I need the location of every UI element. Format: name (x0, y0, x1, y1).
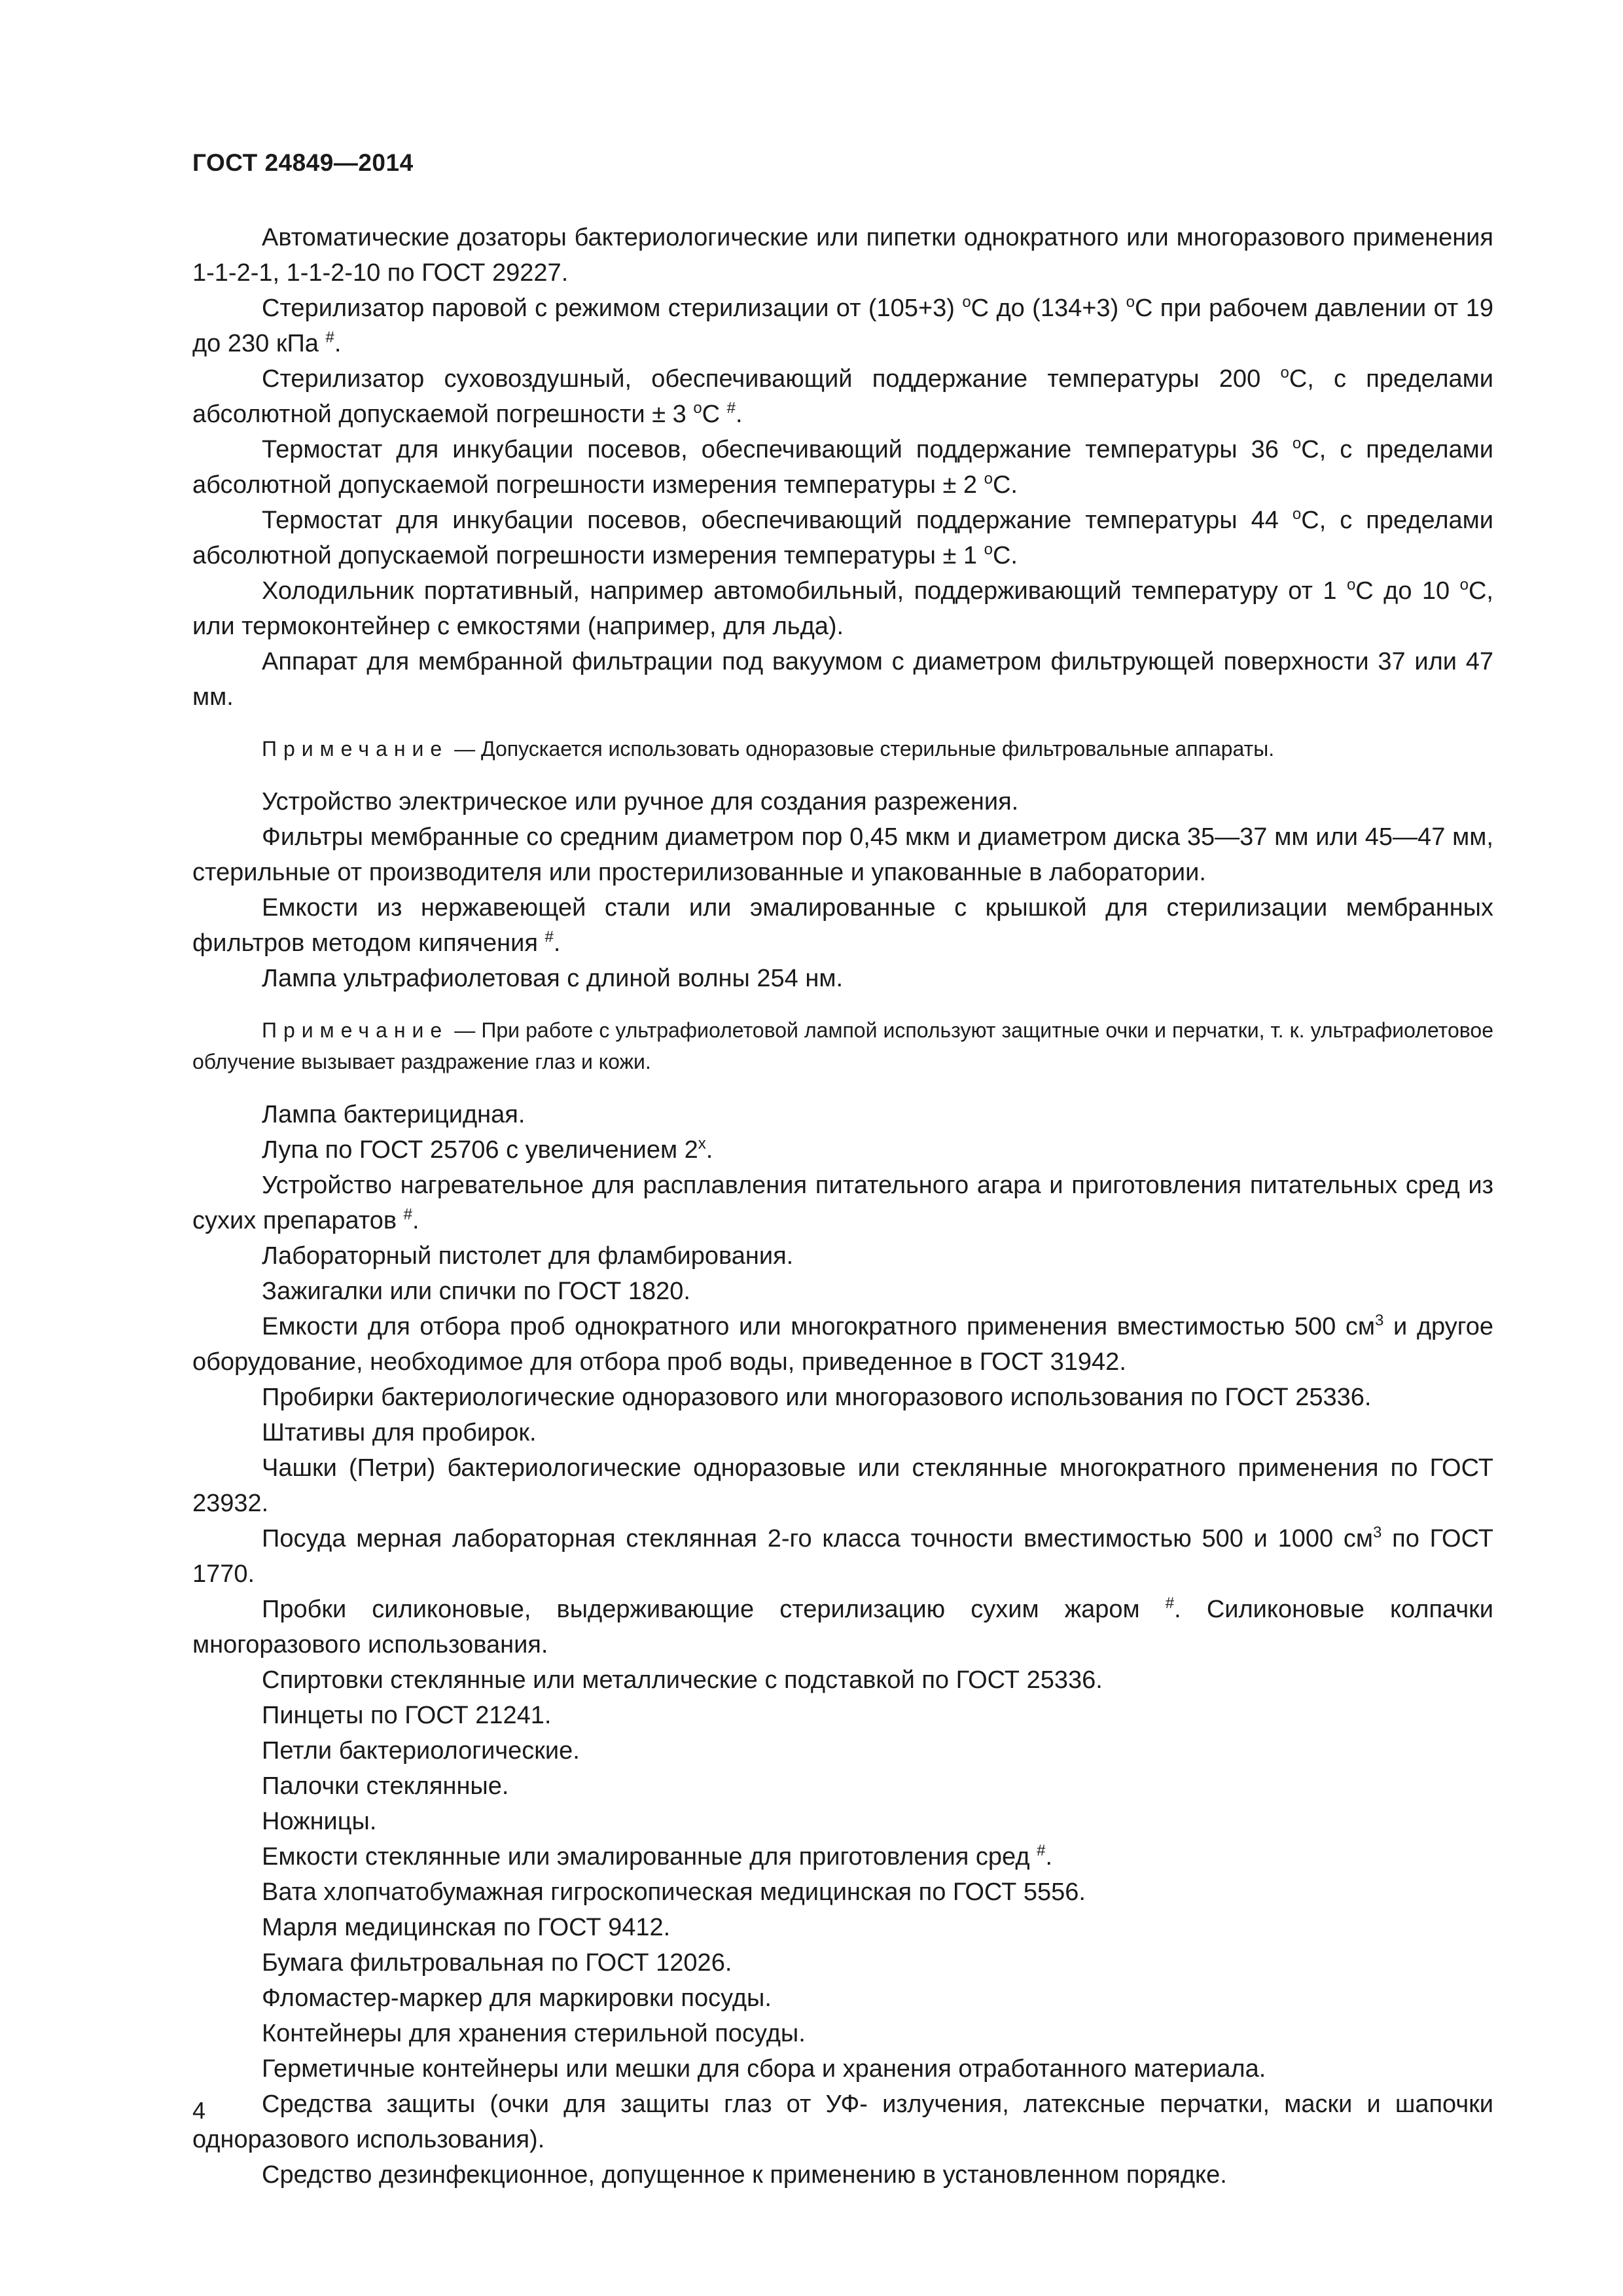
note-label: Примечание (262, 1018, 449, 1042)
text-span: Термостат для инкубации посевов, обеспечивающий поддержание температуры 36 (262, 436, 1293, 463)
text-span: Емкости из нержавеющей стали или эмалированные с крышкой для стерилизации мембранных фильтров методом кипячения (192, 894, 1493, 957)
paragraph (192, 2016, 1493, 2051)
paragraph (192, 1274, 1493, 1309)
paragraph-text: Бумага фильтровальная по ГОСТ 12026. (262, 1949, 732, 1977)
text-span: . (412, 1207, 419, 1234)
note-text: — При работе с ультрафиолетовой лампой используют защитные очки и перчатки, т. к. ультрафиолетовое облучение вызывает раздражение глаз и кожи. (192, 1018, 1493, 1073)
paragraph (192, 1981, 1493, 2016)
paragraph-text: Устройство электрическое или ручное для создания разрежения. (262, 788, 1019, 816)
text-span: С, с пределами абсолютной допускаемой погрешности измерения температуры ± 2 (192, 436, 1494, 499)
paragraph (192, 1910, 1493, 1945)
text-span: . Силиконовые колпачки многоразового использования. (192, 1596, 1493, 1659)
text-span: . (1045, 1843, 1053, 1871)
paragraph (192, 2157, 1493, 2193)
paragraph-text: Зажигалки или спички по ГОСТ 1820. (262, 1278, 690, 1305)
hash-superscript: # (403, 1206, 412, 1223)
paragraph (192, 1097, 1493, 1132)
paragraph (192, 220, 1493, 291)
degree-superscript: o (1292, 435, 1302, 452)
paragraph-text: Петли бактериологические. (262, 1737, 580, 1765)
text-span: С, с пределами абсолютной допускаемой погрешности измерения температуры ± 1 (192, 507, 1494, 569)
paragraph (192, 1592, 1493, 1662)
paragraph (192, 573, 1493, 644)
paragraph-text: Вата хлопчатобумажная гигроскопическая медицинская по ГОСТ 5556. (262, 1878, 1086, 1906)
degree-superscript: o (984, 470, 993, 488)
text-span: Емкости для отбора проб однократного или многократного применения вместимостью 500 см (262, 1313, 1376, 1340)
paragraph-text: Средство дезинфекционное, допущенное к применению в установленном порядке. (262, 2161, 1227, 2189)
paragraph-text: Контейнеры для хранения стерильной посуды. (262, 2020, 806, 2047)
paragraph (192, 890, 1493, 961)
text-span: С до 10 (1355, 577, 1460, 605)
text-span: Стерилизатор паровой с режимом стерилизации от (105+3) (262, 295, 963, 322)
text-span: Посуда мерная лабораторная стеклянная 2-го класса точности вместимостью 500 и 1000 см (262, 1525, 1374, 1552)
text-span: С. (992, 471, 1018, 499)
degree-superscript: o (1280, 364, 1289, 382)
degree-superscript: o (984, 541, 993, 558)
text-span: Холодильник портативный, например автомобильный, поддерживающий температуру от 1 (262, 577, 1347, 605)
paragraph (192, 1132, 1493, 1168)
paragraph-text: Штативы для пробирок. (262, 1419, 537, 1446)
paragraph-text: Палочки стеклянные. (262, 1772, 509, 1800)
paragraph (192, 1415, 1493, 1450)
paragraph-text: Лабораторный пистолет для фламбирования. (262, 1242, 794, 1270)
document-body (192, 220, 1493, 2193)
note-label: Примечание (262, 737, 449, 761)
paragraph (192, 1698, 1493, 1733)
text-span: . (705, 1136, 713, 1164)
hash-superscript: # (325, 329, 334, 346)
paragraph (192, 1380, 1493, 1415)
times-superscript: x (698, 1135, 706, 1153)
text-span: С до (134+3) (971, 295, 1126, 322)
paragraph-text: Средства защиты (очки для защиты глаз от УФ- излучения, латексные перчатки, маски и шапочки одноразового использования). (192, 2090, 1493, 2153)
text-span: С (702, 401, 727, 428)
paragraph (192, 1945, 1493, 1981)
document-header: ГОСТ 24849—2014 (192, 149, 414, 176)
paragraph-text: Фильтры мембранные со средним диаметром пор 0,45 мкм и диаметром диска 35—37 мм или 45—47 мм, стерильные от производителя или простерилизованные и упакованные в лаборатории. (192, 823, 1493, 886)
text-span: . (334, 330, 342, 357)
text-span: С. (992, 542, 1018, 569)
paragraph-text: Герметичные контейнеры или мешки для сбора и хранения отработанного материала. (262, 2055, 1266, 2083)
paragraph (192, 644, 1493, 715)
text-span: Пробки силиконовые, выдерживающие стерилизацию сухим жаром (262, 1596, 1166, 1623)
degree-superscript: o (962, 293, 971, 311)
text-span: С, или термоконтейнер с емкостями (например, для льда). (192, 577, 1493, 640)
text-span: . (553, 929, 561, 957)
degree-superscript: o (1126, 293, 1135, 311)
text-span: Термостат для инкубации посевов, обеспечивающий поддержание температуры 44 (262, 507, 1293, 534)
paragraph (192, 1450, 1493, 1521)
text-span: С при рабочем давлении от 19 до 230 кПа (192, 295, 1493, 357)
paragraph-text: Пинцеты по ГОСТ 21241. (262, 1702, 552, 1729)
paragraph (192, 2087, 1493, 2157)
hash-superscript: # (726, 399, 736, 417)
text-span: и другое оборудование, необходимое для отбора проб воды, приведенное в ГОСТ 31942. (192, 1313, 1494, 1376)
text-span: С, с пределами абсолютной допускаемой погрешности ± 3 (192, 365, 1494, 428)
hash-superscript: # (1037, 1842, 1046, 1859)
paragraph-text: Пробирки бактериологические одноразового или многоразового использования по ГОСТ 25336. (262, 1384, 1372, 1411)
text-span: по ГОСТ 1770. (192, 1525, 1493, 1588)
cube-superscript: 3 (1373, 1524, 1382, 1541)
degree-superscript: o (1346, 576, 1356, 594)
text-span: Емкости стеклянные или эмалированные для приготовления сред (262, 1843, 1037, 1871)
text-span: . (736, 401, 743, 428)
paragraph (192, 1733, 1493, 1768)
paragraph (192, 361, 1493, 432)
paragraph (192, 1768, 1493, 1804)
paragraph-text: Спиртовки стеклянные или металлические с подставкой по ГОСТ 25336. (262, 1666, 1103, 1694)
note (192, 1014, 1493, 1077)
paragraph (192, 961, 1493, 996)
text-span: Устройство нагревательное для расплавления питательного агара и приготовления питательных сред из сухих препаратов (192, 1172, 1493, 1234)
paragraph-text: Марля медицинская по ГОСТ 9412. (262, 1914, 671, 1941)
paragraph (192, 1309, 1493, 1380)
paragraph (192, 1168, 1493, 1238)
paragraph (192, 1238, 1493, 1274)
cube-superscript: 3 (1375, 1312, 1384, 1329)
degree-superscript: o (693, 399, 702, 417)
note (192, 733, 1493, 764)
paragraph-text: Фломастер-маркер для маркировки посуды. (262, 1984, 772, 2012)
paragraph-text: Ножницы. (262, 1808, 377, 1835)
text-span: Стерилизатор суховоздушный, обеспечивающий поддержание температуры 200 (262, 365, 1281, 393)
degree-superscript: o (1459, 576, 1469, 594)
page-number: 4 (192, 2097, 206, 2124)
note-text: — Допускается использовать одноразовые стерильные фильтровальные аппараты. (448, 737, 1275, 761)
paragraph-text: Автоматические дозаторы бактериологические или пипетки однократного или многоразового применения 1-1-2-1, 1-1-2-10 по ГОСТ 29227. (192, 224, 1493, 287)
paragraph (192, 784, 1493, 819)
paragraph (192, 2051, 1493, 2087)
paragraph-text: Лампа ультрафиолетовая с длиной волны 254 нм. (262, 965, 844, 992)
paragraph (192, 1662, 1493, 1698)
paragraph-text: Лампа бактерицидная. (262, 1101, 526, 1128)
paragraph (192, 1839, 1493, 1874)
paragraph (192, 503, 1493, 573)
paragraph (192, 1874, 1493, 1910)
paragraph-text: Аппарат для мембранной фильтрации под вакуумом с диаметром фильтрующей поверхности 37 или 47 мм. (192, 648, 1493, 711)
paragraph (192, 432, 1493, 503)
hash-superscript: # (544, 928, 554, 946)
hash-superscript: # (1165, 1594, 1175, 1612)
text-span: Лупа по ГОСТ 25706 с увеличением 2 (262, 1136, 698, 1164)
degree-superscript: o (1292, 505, 1302, 523)
paragraph (192, 819, 1493, 890)
paragraph-text: Чашки (Петри) бактериологические одноразовые или стеклянные многократного применения по ГОСТ 23932. (192, 1454, 1493, 1517)
paragraph (192, 1521, 1493, 1592)
paragraph (192, 291, 1493, 361)
paragraph (192, 1804, 1493, 1839)
